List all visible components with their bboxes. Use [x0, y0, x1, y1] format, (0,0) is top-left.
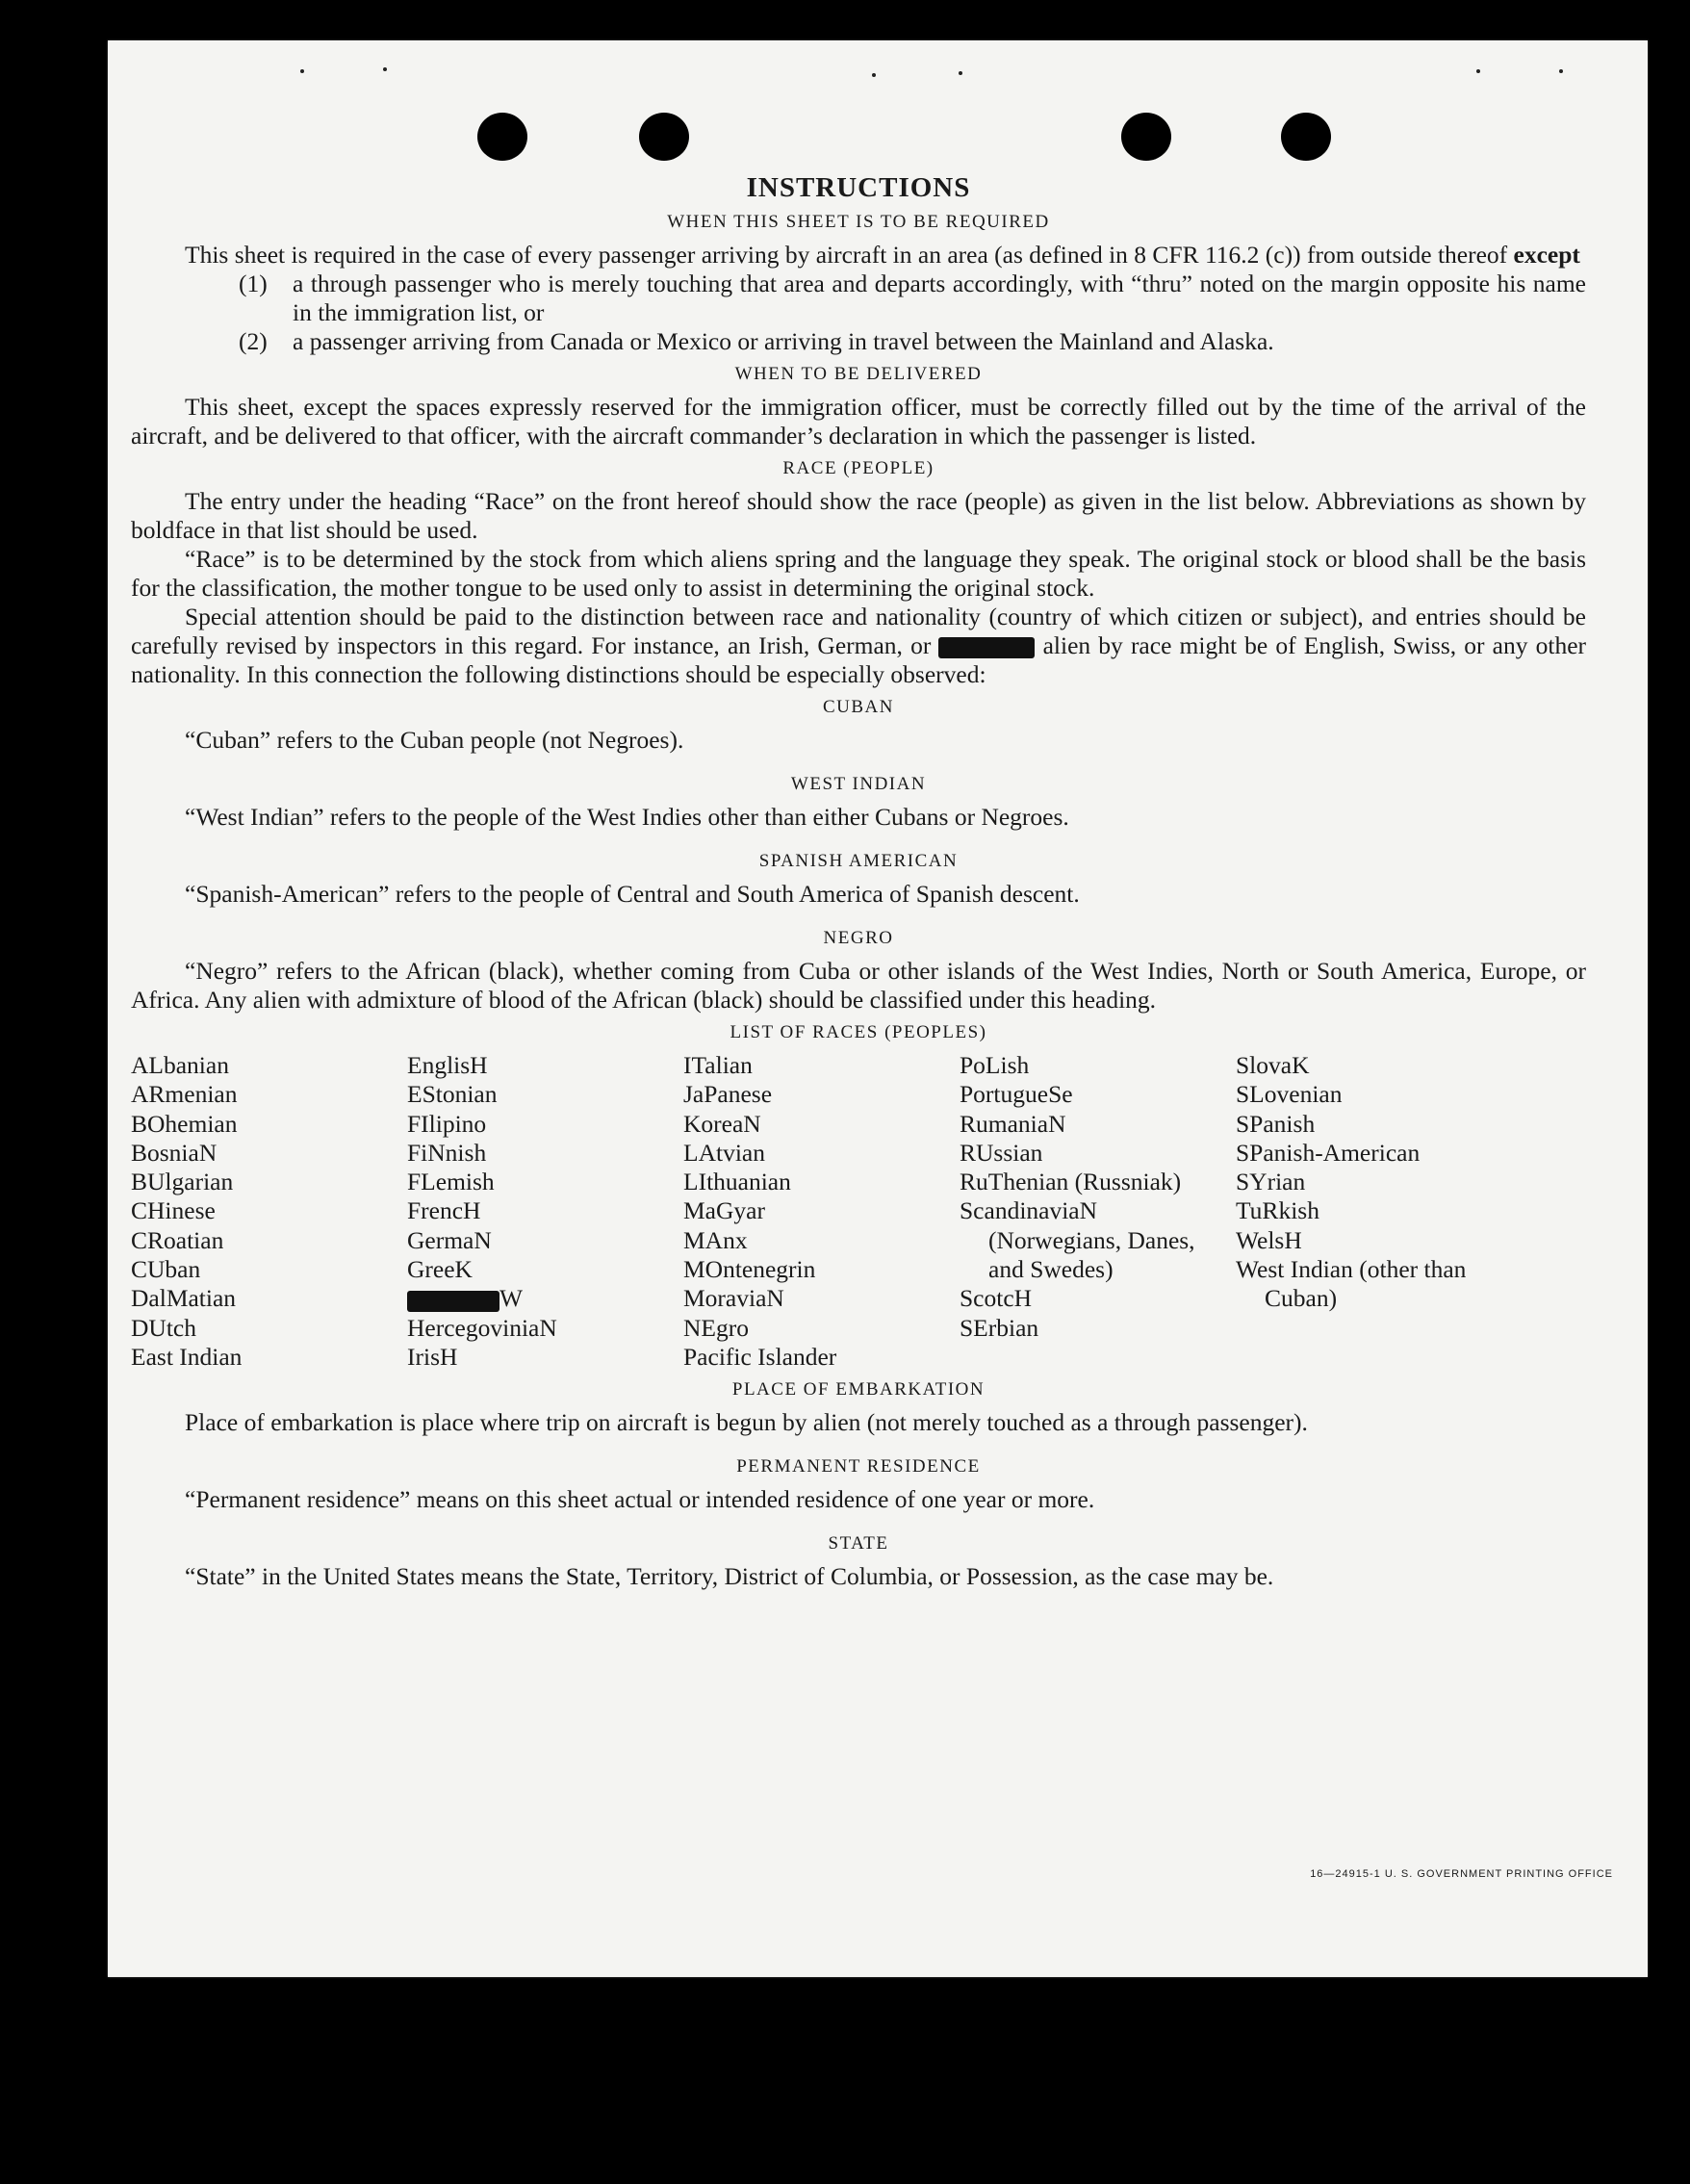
race-paragraph-1: The entry under the heading “Race” on the front hereof should show the race (people) as given in the list below. Abbreviations as shown by boldface in that list should be used. [131, 487, 1586, 544]
heading-negro: NEGRO [823, 928, 894, 948]
race-item-redacted: W [407, 1284, 683, 1313]
race-item: CUban [131, 1255, 201, 1284]
race-item: SPanish [1236, 1109, 1316, 1138]
negro-text: “Negro” refers to the African (black), whether coming from Cuba or other islands of the West Indies, North or South America, Europe, or Africa. Any alien with admixture of blood of the African (black) should be classified under this heading. [131, 957, 1586, 1014]
west-indian-text: “West Indian” refers to the people of the West Indies other than either Cubans or Negroes. [185, 803, 1069, 831]
residence-text: “Permanent residence” means on this sheet actual or intended residence of one year or more. [185, 1485, 1095, 1514]
race-item: ScotcH [960, 1284, 1033, 1313]
races-list [131, 1051, 1586, 1372]
race-item: EStonian [407, 1080, 498, 1109]
exception-item-1: (1) a through passenger who is merely touching that area and departs accordingly, with “thru” noted on the margin opposite his name in the immigration list, or [239, 270, 1586, 326]
races-column-2 [407, 1051, 683, 1372]
race-item: MAnx [683, 1225, 748, 1254]
race-item: RumaniaN [960, 1109, 1066, 1138]
race-item: West Indian (other than Cuban) [1236, 1255, 1467, 1313]
race-item: WelsH [1236, 1225, 1302, 1254]
race-item: IrisH [407, 1342, 458, 1371]
race-item: SPanish-American [1236, 1138, 1421, 1167]
redaction-mark [938, 637, 1035, 658]
punch-hole [639, 113, 689, 161]
document-page [108, 40, 1648, 1977]
speck [300, 69, 304, 73]
instructions-content [131, 173, 1586, 1591]
race-item: EnglisH [407, 1051, 488, 1079]
race-item: FLemish [407, 1168, 495, 1196]
race-item: BUlgarian [131, 1168, 234, 1196]
race-item: GermaN [407, 1225, 492, 1254]
race-item: MoraviaN [683, 1284, 784, 1313]
race-item: SErbian [960, 1313, 1039, 1342]
race-item: DalMatian [131, 1284, 237, 1313]
race-item: FIlipino [407, 1109, 487, 1138]
race-item: SlovaK [1236, 1051, 1310, 1079]
races-column-3 [683, 1051, 960, 1372]
embarkation-text: Place of embarkation is place where trip on aircraft is begun by alien (not merely touched as a through passenger). [185, 1408, 1308, 1437]
race-item: BosniaN [131, 1138, 218, 1167]
required-intro: This sheet is required in the case of every passenger arriving by aircraft in an area (as defined in 8 CFR 116.2 (c)) from outside thereof except [185, 241, 1580, 269]
speck [383, 67, 387, 71]
race-item: KoreaN [683, 1109, 761, 1138]
heading-west-indian: WEST INDIAN [790, 774, 927, 794]
heading-spanish-american: SPANISH AMERICAN [758, 851, 959, 871]
heading-cuban: CUBAN [822, 697, 894, 717]
race-item: East Indian [131, 1342, 243, 1371]
race-item: NEgro [683, 1313, 749, 1342]
delivered-text: This sheet, except the spaces expressly reserved for the immigration officer, must be correctly filled out by the time of the arrival of the aircraft, and be delivered to that officer, with the aircraft commander’s declaration in which the passenger is listed. [131, 393, 1586, 450]
speck [1476, 69, 1480, 73]
heading-required: WHEN THIS SHEET IS TO BE REQUIRED [667, 212, 1050, 232]
race-item: ScandinaviaN (Norwegians, Danes, and Swedes) [960, 1196, 1195, 1284]
race-item: RUssian [960, 1138, 1043, 1167]
speck [1559, 69, 1563, 73]
race-item: CHinese [131, 1196, 216, 1225]
race-item: Pacific Islander [683, 1342, 837, 1371]
race-item: ARmenian [131, 1080, 238, 1109]
heading-residence: PERMANENT RESIDENCE [736, 1456, 981, 1477]
race-item: PortugueSe [960, 1080, 1073, 1109]
race-item: LAtvian [683, 1138, 765, 1167]
race-item: PoLish [960, 1051, 1030, 1079]
heading-list-of-races: LIST OF RACES (PEOPLES) [730, 1022, 987, 1042]
spanish-american-text: “Spanish-American” refers to the people of Central and South America of Spanish descent. [185, 880, 1080, 908]
race-item: BOhemian [131, 1109, 238, 1138]
race-item: MOntenegrin [683, 1255, 816, 1284]
state-text: “State” in the United States means the State, Territory, District of Columbia, or Possession, as the case may be. [185, 1562, 1274, 1591]
race-item: CRoatian [131, 1225, 224, 1254]
punch-hole [477, 113, 527, 161]
race-item: SLovenian [1236, 1080, 1343, 1109]
race-item: FiNnish [407, 1138, 487, 1167]
redaction-mark [407, 1291, 499, 1312]
printer-imprint: 16—24915-1 U. S. GOVERNMENT PRINTING OFFICE [1310, 1868, 1613, 1880]
race-item: TuRkish [1236, 1196, 1319, 1225]
punch-hole [1281, 113, 1331, 161]
races-column-1 [131, 1051, 407, 1372]
speck [959, 71, 962, 75]
races-column-4 [960, 1051, 1236, 1372]
page-title: INSTRUCTIONS [746, 172, 971, 203]
punch-hole [1121, 113, 1171, 161]
race-item: JaPanese [683, 1080, 773, 1109]
race-item: DUtch [131, 1313, 196, 1342]
race-item: GreeK [407, 1255, 473, 1284]
heading-embarkation: PLACE OF EMBARKATION [731, 1379, 986, 1400]
race-paragraph-2: “Race” is to be determined by the stock from which aliens spring and the language they speak. The original stock or blood shall be the basis for the classification, the mother tongue to be used only to assist in determining the original stock. [131, 545, 1586, 602]
race-item: ITalian [683, 1051, 753, 1079]
race-paragraph-3: Special attention should be paid to the distinction between race and nationality (country of which citizen or subject), and entries should be carefully revised by inspectors in this regard. For instance, an Irish, German, or alien by race might be of English, Swiss, or any other nationality. In this connection the following distinctions should be especially observed: [131, 603, 1586, 688]
race-item: FrencH [407, 1196, 481, 1225]
race-item: MaGyar [683, 1196, 765, 1225]
races-column-5 [1236, 1051, 1490, 1372]
heading-race: RACE (PEOPLE) [782, 458, 935, 478]
race-item: LIthuanian [683, 1168, 791, 1196]
cuban-text: “Cuban” refers to the Cuban people (not Negroes). [185, 726, 684, 754]
exception-item-2: (2) a passenger arriving from Canada or Mexico or arriving in travel between the Mainland and Alaska. [239, 327, 1274, 355]
race-item: SYrian [1236, 1168, 1306, 1196]
heading-state: STATE [828, 1533, 889, 1554]
race-item: ALbanian [131, 1051, 229, 1079]
heading-delivered: WHEN TO BE DELIVERED [734, 364, 983, 384]
speck [872, 73, 876, 77]
race-item: HercegoviniaN [407, 1313, 557, 1342]
race-item: RuThenian (Russniak) [960, 1168, 1182, 1196]
